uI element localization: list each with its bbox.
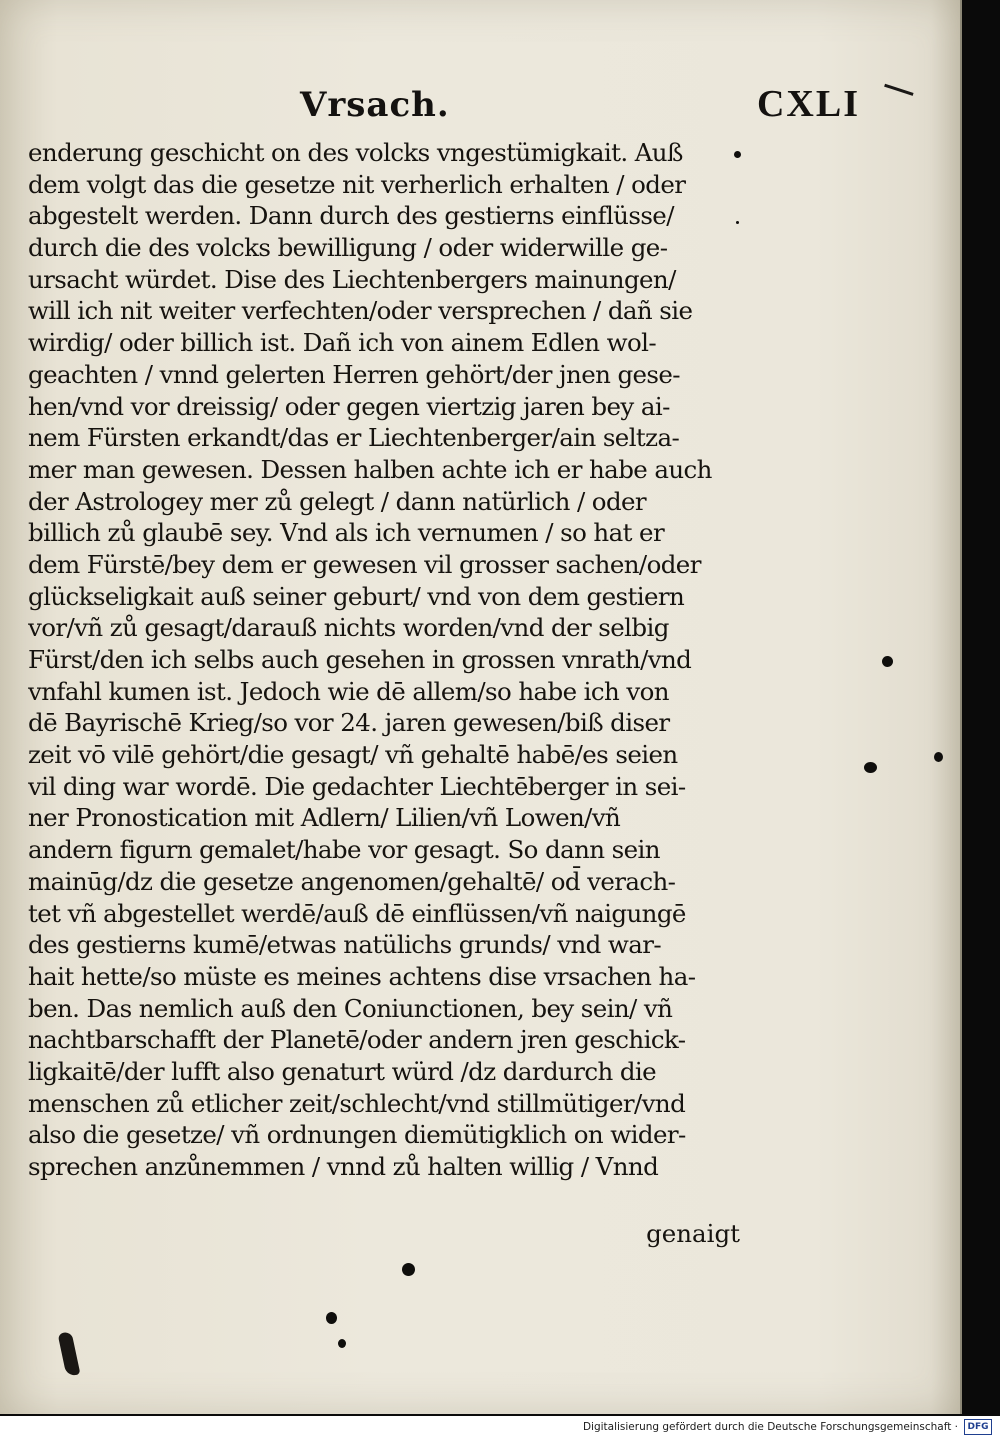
running-head xyxy=(300,82,860,126)
text-line: dem volgt das die gesetze nit verherlich erhalten / oder xyxy=(28,169,686,199)
text-line: ben. Das nemlich auß den Coniunctionen, bey sein/ vñ xyxy=(28,993,673,1023)
text-line: nem Fürsten erkandt/das er Liechtenberger/ain seltza- xyxy=(28,423,680,453)
text-line: der Astrologey mer zů gelegt / dann natürlich / oder xyxy=(28,486,647,516)
text-line: enderung geschicht on des volcks vngestümigkait. Auß xyxy=(28,138,683,167)
text-line: abgestelt werden. Dann durch des gestierns einflüsse/ xyxy=(28,201,674,231)
text-line: ner Pronostication mit Adlern/ Lilien/vñ Lowen/vñ xyxy=(28,803,621,833)
text-line: des gestierns kumē/etwas natülichs grunds/ vnd war- xyxy=(28,930,662,960)
catchword: genaigt xyxy=(646,1219,740,1248)
text-line: mainūg/dz die gesetze angenomen/gehaltē/ od̄ verach- xyxy=(28,866,676,896)
text-line: nachtbarschafft der Planetē/oder andern jren geschick- xyxy=(28,1025,686,1055)
text-line: geachten / vnnd gelerten Herren gehört/der jnen gese- xyxy=(28,359,680,389)
text-line: billich zů glaubē sey. Vnd als ich vernumen / so hat er xyxy=(28,518,665,548)
ink-speck xyxy=(864,762,877,773)
ink-speck xyxy=(402,1263,415,1276)
text-line: mer man gewesen. Dessen halben achte ich er habe auch xyxy=(28,454,712,484)
dfg-logo-icon: DFG xyxy=(964,1419,992,1435)
ink-speck xyxy=(326,1312,337,1324)
folio-number: CXLI xyxy=(756,83,860,125)
text-line: ligkaitē/der lufft also genaturt würd /dz dardurch die xyxy=(28,1056,657,1086)
ink-speck xyxy=(734,151,741,158)
text-line: zeit vō vilē gehört/die gesagt/ vñ gehaltē habē/es seien xyxy=(28,740,678,770)
text-line: wirdig/ oder billich ist. Dañ ich von ainem Edlen wol- xyxy=(28,328,657,358)
text-line: hen/vnd vor dreissig/ oder gegen viertzig jaren bey ai- xyxy=(28,391,670,421)
text-line: menschen zů etlicher zeit/schlecht/vnd stillmütiger/vnd xyxy=(28,1088,686,1118)
text-line: durch die des volcks bewilligung / oder widerwille ge- xyxy=(28,233,668,263)
text-line: vnfahl kumen ist. Jedoch wie dē allem/so habe ich von xyxy=(28,676,669,706)
text-line: hait hette/so müste es meines achtens dise vrsachen ha- xyxy=(28,961,696,991)
text-line: also die gesetze/ vñ ordnungen diemütigklich on wider- xyxy=(28,1120,686,1150)
ink-speck xyxy=(736,221,739,224)
text-line: glückseligkait auß seiner geburt/ vnd von dem gestiern xyxy=(28,581,685,611)
ink-stroke-mark xyxy=(880,84,913,108)
text-line: will ich nit weiter verfechten/oder versprechen / dañ sie xyxy=(28,296,693,326)
text-line: ursacht würdet. Dise des Liechtenbergers mainungen/ xyxy=(28,264,676,294)
text-line: dem Fürstē/bey dem er gewesen vil grosser sachen/oder xyxy=(28,549,701,579)
text-line: sprechen anzůnemmen / vnnd zů halten willig / Vnnd xyxy=(28,1152,659,1181)
text-line: dē Bayrischē Krieg/so vor 24. jaren gewesen/biß diser xyxy=(28,708,670,738)
ink-speck xyxy=(934,752,943,762)
funding-credit: Digitalisierung gefördert durch die Deutsche Forschungsgemeinschaft · xyxy=(582,1420,958,1433)
digitization-footer xyxy=(0,1416,1000,1437)
text-line: vil ding war wordē. Die gedachter Liechtēberger in sei- xyxy=(28,771,686,801)
running-title: Vrsach. xyxy=(300,85,450,125)
text-line: vor/vñ zů gesagt/darauß nichts worden/vnd der selbig xyxy=(28,613,669,643)
ink-stain xyxy=(58,1331,81,1377)
text-line: tet vñ abgestellet werdē/auß dē einflüssen/vñ naigungē xyxy=(28,898,686,928)
text-block xyxy=(28,137,740,1183)
ink-speck xyxy=(338,1339,346,1348)
text-line: andern figurn gemalet/habe vor gesagt. So dann sein xyxy=(28,835,660,865)
text-line: Fürst/den ich selbs auch gesehen in grossen vnrath/vnd xyxy=(28,645,692,674)
ink-speck xyxy=(882,656,893,667)
